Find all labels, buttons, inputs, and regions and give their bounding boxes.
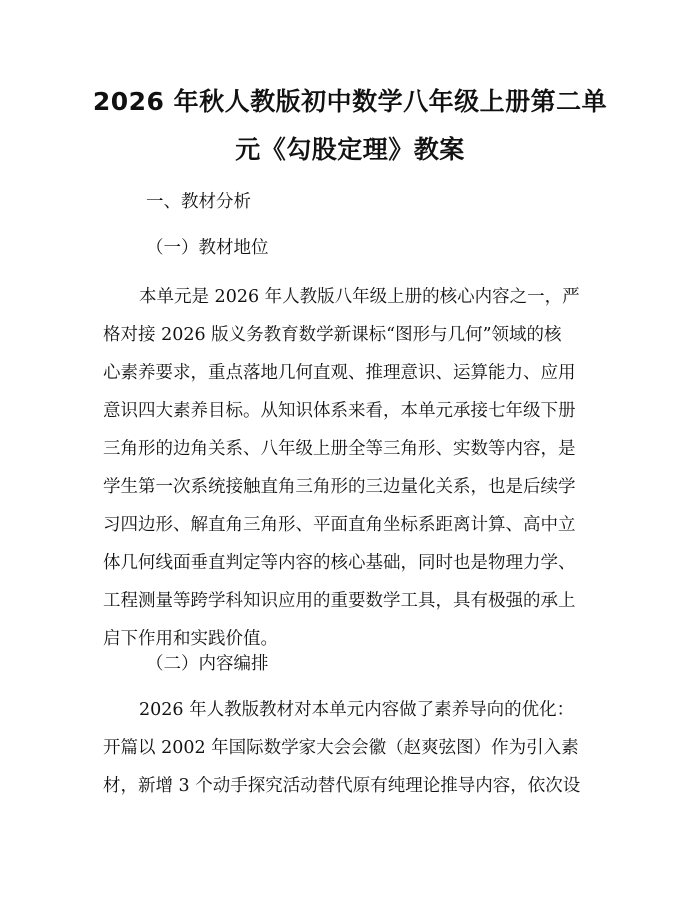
paragraph-line: 材，新增 3 个动手探究活动替代原有纯理论推导内容，依次设 — [103, 776, 581, 796]
paragraph-line: 工程测量等跨学科知识应用的重要数学工具，具有极强的承上 — [103, 591, 576, 611]
paragraph-line: 2026 年人教版教材对本单元内容做了素养导向的优化： — [139, 700, 575, 720]
paragraph-line: 学生第一次系统接触直角三角形的三边量化关系，也是后续学 — [103, 477, 576, 497]
paragraph-line: 开篇以 2002 年国际数学家大会会徽（赵爽弦图）作为引入素 — [103, 738, 579, 758]
paragraph-line: 三角形的边角关系、八年级上册全等三角形、实数等内容，是 — [103, 439, 576, 459]
document-title-line-1: 2026 年秋人教版初中数学八年级上册第二单 — [92, 87, 608, 116]
document-title-line-2: 元《勾股定理》教案 — [235, 135, 465, 164]
paragraph-line: 体几何线面垂直判定等内容的核心基础，同时也是物理力学、 — [103, 553, 576, 573]
subsection-heading-textbook-position: （一）教材地位 — [146, 238, 269, 258]
paragraph-line: 心素养要求，重点落地几何直观、推理意识、运算能力、应用 — [103, 363, 576, 383]
subsection-heading-content-arrangement: （二）内容编排 — [146, 654, 269, 674]
section-heading-textbook-analysis: 一、教材分析 — [146, 192, 251, 212]
paragraph-line: 启下作用和实践价值。 — [103, 629, 278, 649]
paragraph-line: 意识四大素养目标。从知识体系来看，本单元承接七年级下册 — [103, 401, 576, 421]
paragraph-line: 格对接 2026 版义务教育数学新课标“图形与几何”领域的核 — [103, 325, 562, 345]
paragraph-line: 习四边形、解直角三角形、平面直角坐标系距离计算、高中立 — [103, 515, 576, 535]
paragraph-line: 本单元是 2026 年人教版八年级上册的核心内容之一，严 — [139, 287, 580, 307]
